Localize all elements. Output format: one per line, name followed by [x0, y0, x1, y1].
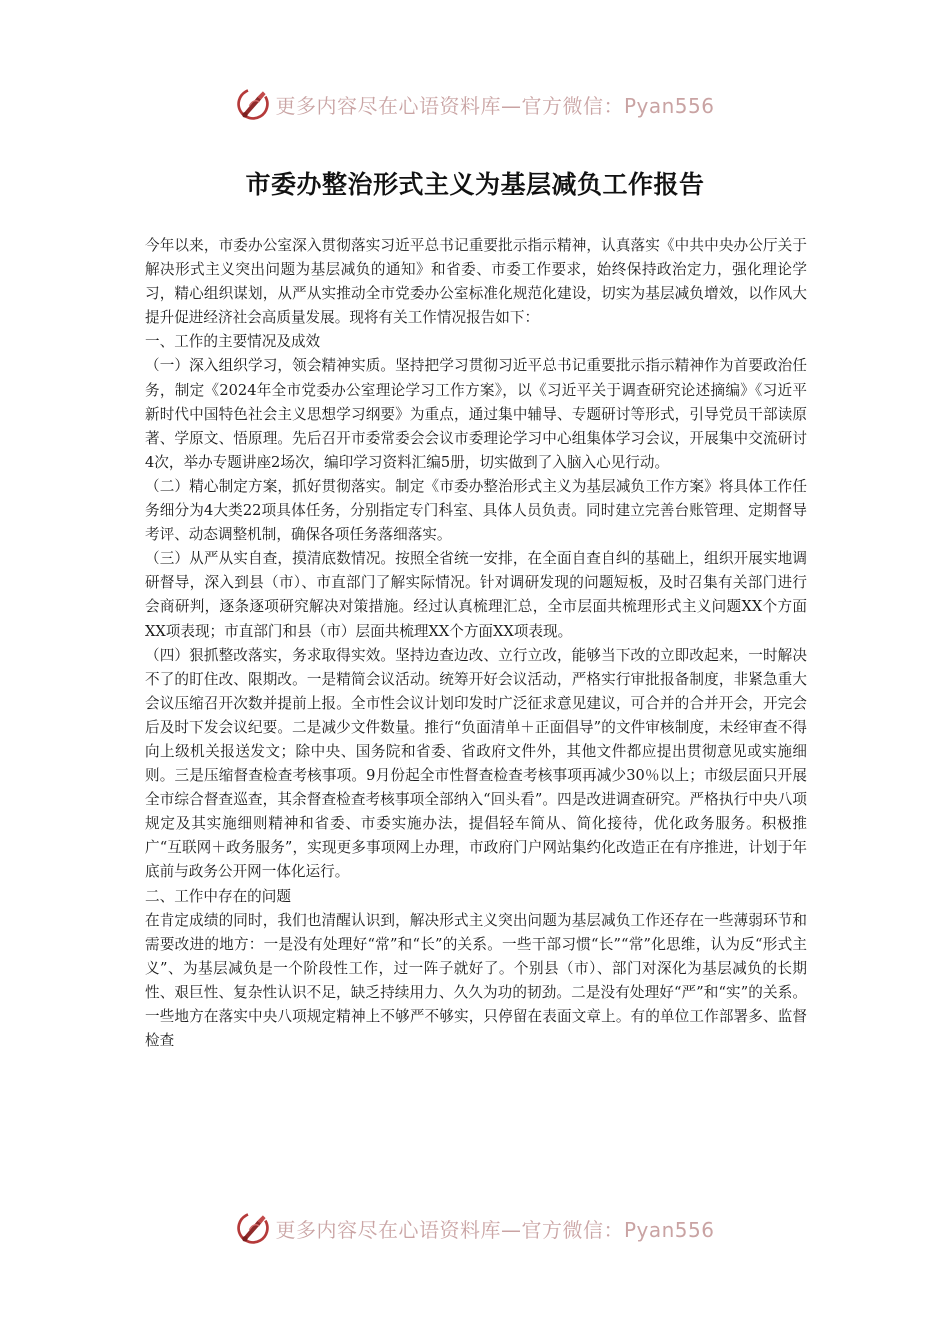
brush-logo-icon [235, 86, 271, 122]
paragraph: （二）精心制定方案，抓好贯彻落实。制定《市委办整治形式主义为基层减负工作方案》将具体工作任务细分为4大类22项具体任务，分别指定专门科室、具体人员负责。同时建立完善台账管理、定期督导考评、动态调整机制，确保各项任务落细落实。 [145, 477, 807, 544]
document-body [145, 234, 807, 1053]
brush-logo-icon [235, 1210, 271, 1246]
paragraph: （四）狠抓整改落实，务求取得实效。坚持边查边改、立行立改，能够当下改的立即改起来，一时解决不了的盯住改、限期改。一是精简会议活动。统筹开好会议活动，严格实行审批报备制度，非紧急重大会议压缩召开次数并提前上报。全市性会议计划印发时广泛征求意见建议，可合并的合并开会，开完会后及时下发会议纪要。二是减少文件数量。推行“负面清单＋正面倡导”的文件审核制度，未经审查不得向上级机关报送发文；除中央、国务院和省委、省政府文件外，其他文件都应提出贯彻意见或实施细则。三是压缩督查检查考核事项。9月份起全市性督查检查考核事项再减少30％以上；市级层面只开展全市综合督查巡查，其余督查检查考核事项全部纳入“回头看”。四是改进调查研究。严格执行中央八项规定及其实施细则精神和省委、市委实施办法，提倡轻车简从、简化接待，优化政务服务。积极推广“互联网＋政务服务”，实现更多事项网上办理，市政府门户网站集约化改造正在有序推进，计划于年底前与政务公开网一体化运行。 [145, 646, 807, 881]
header-banner-text: 更多内容尽在心语资料库—官方微信：Pyan556 [275, 93, 715, 118]
section-heading: 二、工作中存在的问题 [145, 887, 291, 905]
paragraph: 在肯定成绩的同时，我们也清醒认识到，解决形式主义突出问题为基层减负工作还存在一些薄弱环节和需要改进的地方：一是没有处理好“常”和“长”的关系。一些干部习惯“长”“常”化思维，认为反“形式主义”、为基层减负是一个阶段性工作，过一阵子就好了。个别县（市）、部门对深化为基层减负的长期性、艰巨性、复杂性认识不足，缺乏持续用力、久久为功的韧劲。二是没有处理好“严”和“实”的关系。一些地方在落实中央八项规定精神上不够严不够实，只停留在表面文章上。有的单位工作部署多、监督检查 [145, 911, 807, 1050]
footer-banner-text: 更多内容尽在心语资料库—官方微信：Pyan556 [275, 1217, 715, 1242]
header-banner [0, 82, 950, 126]
document-title: 市委办整治形式主义为基层减负工作报告 [245, 169, 705, 199]
section-heading: 一、工作的主要情况及成效 [145, 333, 321, 351]
paragraph: （三）从严从实自查，摸清底数情况。按照全省统一安排，在全面自查自纠的基础上，组织开展实地调研督导，深入到县（市）、市直部门了解实际情况。针对调研发现的问题短板，及时召集有关部门进行会商研判，逐条逐项研究解决对策措施。经过认真梳理汇总，全市层面共梳理形式主义问题XX个方面XX项表现；市直部门和县（市）层面共梳理XX个方面XX项表现。 [145, 550, 807, 640]
footer-banner [0, 1206, 950, 1250]
paragraph: （一）深入组织学习，领会精神实质。坚持把学习贯彻习近平总书记重要批示指示精神作为首要政治任务，制定《2024年全市党委办公室理论学习工作方案》，以《习近平关于调查研究论述摘编》《习近平新时代中国特色社会主义思想学习纲要》为重点，通过集中辅导、专题研讨等形式，引导党员干部读原著、学原文、悟原理。先后召开市委常委会会议市委理论学习中心组集体学习会议，开展集中交流研讨4次，举办专题讲座2场次，编印学习资料汇编5册，切实做到了入脑入心见行动。 [145, 357, 807, 471]
paragraph: 今年以来，市委办公室深入贯彻落实习近平总书记重要批示指示精神，认真落实《中共中央办公厅关于解决形式主义突出问题为基层减负的通知》和省委、市委工作要求，始终保持政治定力，强化理论学习，精心组织谋划，从严从实推动全市党委办公室标准化规范化建设，切实为基层减负增效，以作风大提升促进经济社会高质量发展。现将有关工作情况报告如下： [145, 237, 807, 327]
